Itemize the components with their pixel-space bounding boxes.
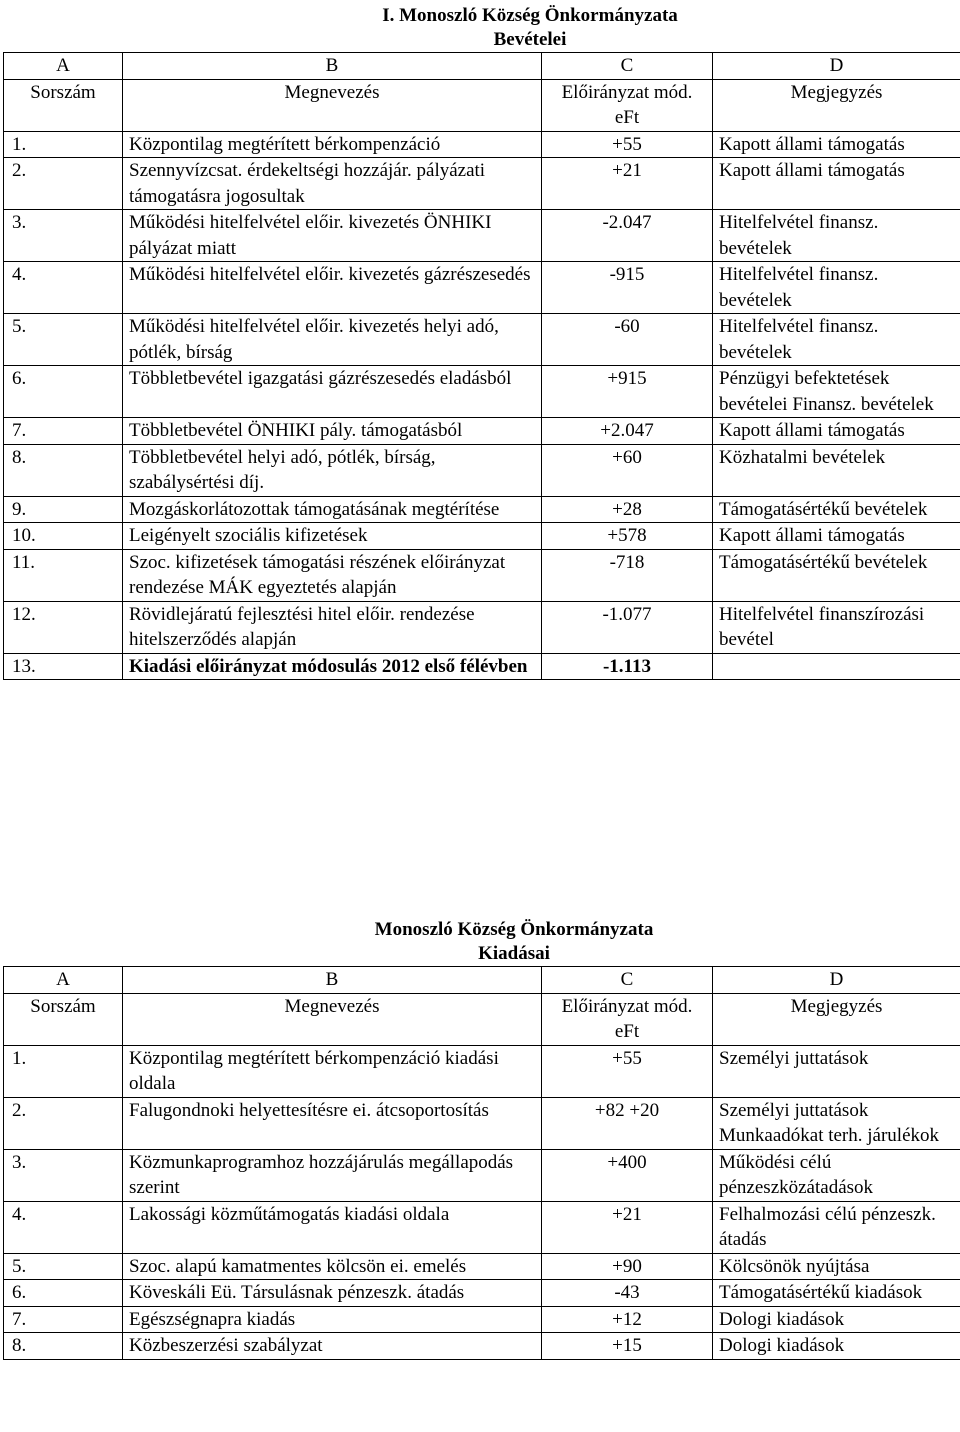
row-no: 2. [4, 158, 123, 210]
row-amount: +82 +20 [542, 1097, 713, 1149]
col-letter-d: D [713, 967, 960, 994]
row-note: Közhatalmi bevételek [713, 444, 960, 496]
table-row [4, 1253, 960, 1280]
header-megjegyzes: Megjegyzés [713, 993, 960, 1045]
row-name: Leigényelt szociális kifizetések [123, 523, 542, 550]
row-note: Működési célú pénzeszközátadások [713, 1149, 960, 1201]
row-name: Központilag megtérített bérkompenzáció kiadási oldala [123, 1045, 542, 1097]
row-no: 3. [4, 210, 123, 262]
col-letter-a: A [4, 967, 123, 994]
row-name: Működési hitelfelvétel előir. kivezetés ÖNHIKI pályázat miatt [123, 210, 542, 262]
row-name-text: Kiadási előirányzat módosulás 2012 első félévben [129, 655, 528, 677]
row-amount [542, 653, 713, 680]
row-amount: +90 [542, 1253, 713, 1280]
row-name: Többletbevétel igazgatási gázrészesedés eladásból [123, 366, 542, 418]
row-name: Szoc. alapú kamatmentes kölcsön ei. emelés [123, 1253, 542, 1280]
row-amount: +60 [542, 444, 713, 496]
row-no: 10. [4, 523, 123, 550]
row-name: Közbeszerzési szabályzat [123, 1333, 542, 1360]
row-note: Támogatásértékű kiadások [713, 1280, 960, 1307]
row-amount: +15 [542, 1333, 713, 1360]
income-subtitle: Bevételei [493, 29, 567, 50]
row-name: Lakossági közműtámogatás kiadási oldala [123, 1201, 542, 1253]
table-row [4, 601, 960, 653]
table-row [4, 131, 960, 158]
row-note: Kapott állami támogatás [713, 523, 960, 550]
row-note: Hitelfelvétel finansz. bevételek [713, 314, 960, 366]
row-no: 6. [4, 366, 123, 418]
table-row [4, 158, 960, 210]
row-amount: -2.047 [542, 210, 713, 262]
row-no: 2. [4, 1097, 123, 1149]
table-row [4, 1097, 960, 1149]
row-no: 13. [4, 653, 123, 680]
row-note: Kapott állami támogatás [713, 158, 960, 210]
row-no: 4. [4, 1201, 123, 1253]
row-no: 1. [4, 1045, 123, 1097]
row-note: Kapott állami támogatás [713, 418, 960, 445]
row-no: 8. [4, 1333, 123, 1360]
row-amount: -1.077 [542, 601, 713, 653]
row-amount: +12 [542, 1306, 713, 1333]
row-note: Kapott állami támogatás [713, 131, 960, 158]
row-amount-text: -1.113 [602, 655, 652, 677]
row-no: 6. [4, 1280, 123, 1307]
row-amount: +578 [542, 523, 713, 550]
expense-title: Monoszló Község Önkormányzata [374, 919, 654, 940]
col-letter-b: B [123, 53, 542, 80]
table-row [4, 1149, 960, 1201]
table-row [4, 523, 960, 550]
table-row [4, 1333, 960, 1360]
row-name: Mozgáskorlátozottak támogatásának megtérítése [123, 496, 542, 523]
row-note: Kölcsönök nyújtása [713, 1253, 960, 1280]
row-name: Működési hitelfelvétel előir. kivezetés helyi adó, pótlék, bírság [123, 314, 542, 366]
header-sorszam: Sorszám [4, 993, 123, 1045]
header-sorszam: Sorszám [4, 79, 123, 131]
row-note: Hitelfelvétel finansz. bevételek [713, 262, 960, 314]
col-letter-b: B [123, 967, 542, 994]
row-note: Személyi juttatások Munkaadókat terh. járulékok [713, 1097, 960, 1149]
income-table [3, 52, 960, 680]
expense-table [3, 966, 960, 1360]
table-row [4, 496, 960, 523]
row-name: Működési hitelfelvétel előir. kivezetés gázrészesedés [123, 262, 542, 314]
row-note: Dologi kiadások [713, 1306, 960, 1333]
table-row [4, 418, 960, 445]
row-amount: -43 [542, 1280, 713, 1307]
row-note [713, 653, 960, 680]
row-name [123, 653, 542, 680]
table-row [4, 1280, 960, 1307]
header-eloiranyzat: Előirányzat mód. eFt [542, 79, 713, 131]
expense-subtitle: Kiadásai [478, 943, 550, 964]
row-no: 4. [4, 262, 123, 314]
row-amount: +2.047 [542, 418, 713, 445]
row-name: Falugondnoki helyettesítésre ei. átcsoportosítás [123, 1097, 542, 1149]
row-name: Közmunkaprogramhoz hozzájárulás megállapodás szerint [123, 1149, 542, 1201]
row-no: 3. [4, 1149, 123, 1201]
col-letter-c: C [542, 967, 713, 994]
row-amount: +21 [542, 158, 713, 210]
row-name: Szennyvízcsat. érdekeltségi hozzájár. pályázati támogatásra jogosultak [123, 158, 542, 210]
income-title-line1: Monoszló Község Önkormányzata [399, 5, 678, 26]
row-amount: +21 [542, 1201, 713, 1253]
header-megjegyzes: Megjegyzés [713, 79, 960, 131]
row-no: 7. [4, 418, 123, 445]
income-title-prefix: I. [382, 5, 395, 26]
row-no: 5. [4, 1253, 123, 1280]
expense-letter-row [4, 967, 960, 994]
row-note: Hitelfelvétel finanszírozási bevétel [713, 601, 960, 653]
row-amount: -718 [542, 549, 713, 601]
header-megnevezes: Megnevezés [123, 993, 542, 1045]
row-amount: -60 [542, 314, 713, 366]
row-name: Szoc. kifizetések támogatási részének előirányzat rendezése MÁK egyeztetés alapján [123, 549, 542, 601]
table-row-total [4, 653, 960, 680]
row-note: Támogatásértékű bevételek [713, 549, 960, 601]
row-no: 5. [4, 314, 123, 366]
row-amount: +55 [542, 1045, 713, 1097]
expense-header-row [4, 993, 960, 1045]
header-eloiranyzat: Előirányzat mód. eFt [542, 993, 713, 1045]
row-name: Egészségnapra kiadás [123, 1306, 542, 1333]
row-amount: +55 [542, 131, 713, 158]
row-no: 12. [4, 601, 123, 653]
row-name: Többletbevétel ÖNHIKI pály. támogatásból [123, 418, 542, 445]
income-header-row [4, 79, 960, 131]
income-title [0, 4, 960, 28]
row-no: 8. [4, 444, 123, 496]
row-note: Személyi juttatások [713, 1045, 960, 1097]
col-letter-c: C [542, 53, 713, 80]
row-note: Dologi kiadások [713, 1333, 960, 1360]
table-row [4, 314, 960, 366]
row-name: Rövidlejáratú fejlesztési hitel előir. rendezése hitelszerződés alapján [123, 601, 542, 653]
table-row [4, 262, 960, 314]
row-note: Hitelfelvétel finansz. bevételek [713, 210, 960, 262]
table-row [4, 1045, 960, 1097]
table-row [4, 549, 960, 601]
row-name: Központilag megtérített bérkompenzáció [123, 131, 542, 158]
header-megnevezes: Megnevezés [123, 79, 542, 131]
row-no: 9. [4, 496, 123, 523]
row-note: Felhalmozási célú pénzeszk. átadás [713, 1201, 960, 1253]
row-amount: +400 [542, 1149, 713, 1201]
row-amount: +915 [542, 366, 713, 418]
row-note: Pénzügyi befektetések bevételei Finansz. bevételek [713, 366, 960, 418]
row-no: 11. [4, 549, 123, 601]
table-row [4, 1201, 960, 1253]
col-letter-d: D [713, 53, 960, 80]
row-no: 1. [4, 131, 123, 158]
row-name: Többletbevétel helyi adó, pótlék, bírság, szabálysértési díj. [123, 444, 542, 496]
table-row [4, 210, 960, 262]
table-row [4, 366, 960, 418]
row-amount: +28 [542, 496, 713, 523]
row-name: Köveskáli Eü. Társulásnak pénzeszk. átadás [123, 1280, 542, 1307]
table-row [4, 444, 960, 496]
row-no: 7. [4, 1306, 123, 1333]
table-row [4, 1306, 960, 1333]
income-letter-row [4, 53, 960, 80]
col-letter-a: A [4, 53, 123, 80]
row-amount: -915 [542, 262, 713, 314]
row-note: Támogatásértékű bevételek [713, 496, 960, 523]
